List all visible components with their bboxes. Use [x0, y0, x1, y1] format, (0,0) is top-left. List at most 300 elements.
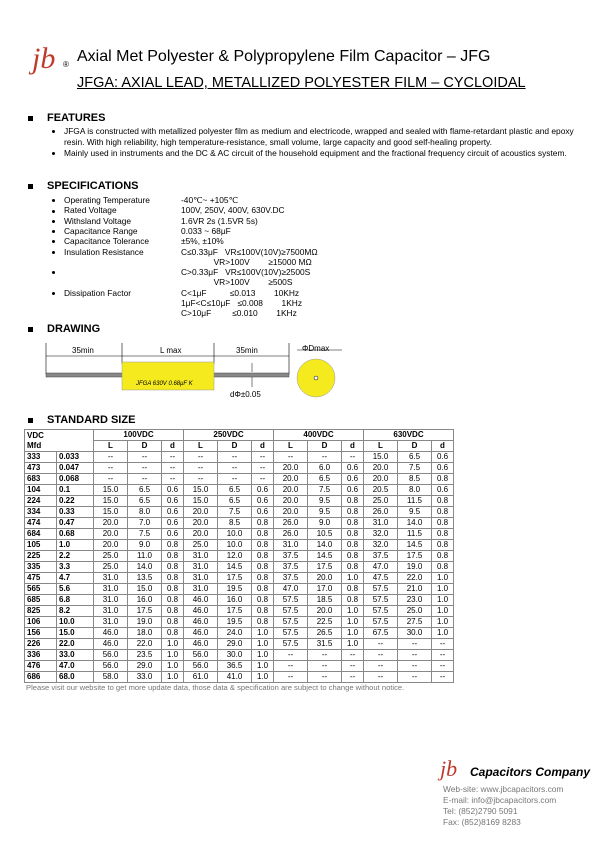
specifications-heading: [28, 180, 138, 192]
dimension-cell: 8.0: [128, 507, 162, 518]
spec-value: VR>100V ≥15000 MΩ: [181, 256, 312, 267]
dimension-cell: 67.5: [364, 628, 398, 639]
dimension-cell: 23.5: [128, 650, 162, 661]
code-cell: 335: [25, 562, 57, 573]
section-square-icon: [28, 327, 33, 332]
jb-logo: jb: [32, 42, 56, 75]
diameter-label: ΦDmax: [302, 344, 330, 353]
dimension-cell: --: [342, 452, 364, 463]
dimension-cell: 17.5: [218, 573, 252, 584]
spec-value: 0.033 ~ 68μF: [181, 225, 231, 236]
dimension-cell: 1.0: [432, 573, 454, 584]
spec-bullet-icon: [52, 247, 55, 257]
capacitance-cell: 4.7: [57, 573, 94, 584]
dimension-cell: 11.5: [398, 496, 432, 507]
dimension-cell: 0.8: [162, 573, 184, 584]
body-length-label: L max: [160, 346, 182, 355]
dimension-cell: 6.5: [398, 452, 432, 463]
dimension-cell: 22.0: [128, 639, 162, 650]
dimension-cell: 14.0: [308, 540, 342, 551]
dimension-cell: 31.0: [94, 617, 128, 628]
dimension-cell: --: [308, 452, 342, 463]
dimension-cell: 0.8: [252, 617, 274, 628]
code-cell: 476: [25, 661, 57, 672]
code-cell: 565: [25, 584, 57, 595]
dimension-cell: 20.0: [274, 485, 308, 496]
dimension-cell: 0.8: [342, 507, 364, 518]
dimension-cell: 0.8: [342, 540, 364, 551]
dimension-cell: 61.0: [184, 672, 218, 683]
dimension-cell: 1.0: [252, 672, 274, 683]
dimension-cell: --: [364, 639, 398, 650]
dimension-cell: 57.5: [364, 606, 398, 617]
dimension-cell: 6.5: [128, 496, 162, 507]
dimension-cell: --: [342, 650, 364, 661]
dimension-cell: 15.0: [94, 507, 128, 518]
dimension-cell: 9.0: [308, 518, 342, 529]
capacitance-cell: 22.0: [57, 639, 94, 650]
dimension-cell: --: [432, 639, 454, 650]
dimension-cell: 0.8: [252, 595, 274, 606]
page-subtitle: JFGA: AXIAL LEAD, METALLIZED POLYESTER FILM – CYCLOIDAL: [77, 75, 526, 91]
dimension-cell: --: [252, 474, 274, 485]
dimension-cell: 17.5: [218, 606, 252, 617]
dimension-cell: 46.0: [94, 628, 128, 639]
dimension-cell: 0.8: [432, 529, 454, 540]
dimension-cell: 56.0: [184, 650, 218, 661]
dimension-cell: 14.0: [398, 518, 432, 529]
dimension-cell: 32.0: [364, 540, 398, 551]
dimension-cell: 19.5: [218, 584, 252, 595]
spec-label: Capacitance Tolerance: [64, 236, 150, 247]
dimension-cell: --: [274, 650, 308, 661]
dimension-cell: --: [432, 672, 454, 683]
bullet-icon: [52, 152, 55, 155]
dimension-cell: 7.5: [218, 507, 252, 518]
dimension-cell: --: [342, 672, 364, 683]
spec-bullet-icon: [52, 205, 55, 215]
dimension-header: D: [218, 441, 252, 452]
voltage-header: 630VDC: [364, 430, 454, 441]
code-cell: 686: [25, 672, 57, 683]
capacitance-cell: 0.047: [57, 463, 94, 474]
dimension-cell: --: [398, 661, 432, 672]
dimension-cell: --: [94, 474, 128, 485]
dimension-cell: 37.5: [274, 562, 308, 573]
dimension-cell: --: [218, 463, 252, 474]
capacitance-cell: 0.33: [57, 507, 94, 518]
dimension-cell: 29.0: [218, 639, 252, 650]
capacitor-body-text: JFGA 630V 0.68μF K: [136, 381, 193, 387]
dimension-header: L: [274, 441, 308, 452]
dimension-cell: 9.5: [398, 507, 432, 518]
dimension-cell: 36.5: [218, 661, 252, 672]
spec-bullet-icon: [52, 195, 55, 205]
dimension-cell: 1.0: [432, 595, 454, 606]
dimension-cell: 0.8: [432, 551, 454, 562]
capacitance-cell: 15.0: [57, 628, 94, 639]
dimension-cell: 31.0: [184, 562, 218, 573]
table-row: [25, 551, 454, 562]
dimension-cell: --: [184, 452, 218, 463]
dimension-cell: 0.8: [252, 518, 274, 529]
dimension-cell: 31.5: [308, 639, 342, 650]
dimension-cell: 10.5: [308, 529, 342, 540]
table-row: [25, 628, 454, 639]
dimension-cell: 15.0: [94, 496, 128, 507]
standard-size-heading: [28, 414, 135, 426]
dimension-cell: 46.0: [184, 628, 218, 639]
capacitance-cell: 10.0: [57, 617, 94, 628]
dimension-cell: 16.0: [218, 595, 252, 606]
dimension-cell: 46.0: [184, 639, 218, 650]
drawing-heading: [28, 323, 100, 335]
dimension-cell: --: [128, 474, 162, 485]
dimension-cell: 7.5: [308, 485, 342, 496]
dimension-cell: 15.0: [184, 496, 218, 507]
company-website[interactable]: Web-site: www.jbcapacitors.com: [443, 784, 564, 794]
spec-value: VR>100V ≥500S: [181, 277, 293, 288]
dimension-cell: 0.6: [342, 474, 364, 485]
spec-value: 1.6VR 2s (1.5VR 5s): [181, 215, 258, 226]
dimension-cell: 0.8: [252, 562, 274, 573]
code-cell: 475: [25, 573, 57, 584]
dimension-header: D: [308, 441, 342, 452]
dimension-cell: 20.0: [94, 540, 128, 551]
spec-value: -40℃~ +105℃: [181, 195, 238, 205]
dimension-cell: 0.8: [432, 496, 454, 507]
voltage-header: 400VDC: [274, 430, 364, 441]
dimension-cell: --: [342, 661, 364, 672]
dimension-cell: --: [398, 672, 432, 683]
dimension-cell: 0.8: [162, 628, 184, 639]
dimension-cell: --: [274, 452, 308, 463]
dimension-cell: 17.5: [398, 551, 432, 562]
dimension-cell: 20.0: [308, 573, 342, 584]
dimension-cell: 57.5: [274, 628, 308, 639]
capacitance-cell: 3.3: [57, 562, 94, 573]
dimension-cell: 31.0: [364, 518, 398, 529]
table-row: [25, 452, 454, 463]
spec-value: C≤0.33μF VR≤100V(10V)≥7500MΩ: [181, 246, 318, 257]
dimension-cell: 57.5: [274, 639, 308, 650]
dimension-cell: 26.0: [274, 529, 308, 540]
dimension-cell: --: [432, 661, 454, 672]
dimension-cell: 0.6: [162, 518, 184, 529]
dimension-cell: 0.8: [252, 606, 274, 617]
code-cell: 224: [25, 496, 57, 507]
dimension-cell: --: [218, 452, 252, 463]
dimension-cell: --: [398, 639, 432, 650]
spec-bullet-icon: [52, 236, 55, 246]
table-row: [25, 639, 454, 650]
dimension-cell: 26.0: [274, 518, 308, 529]
dimension-cell: 18.0: [128, 628, 162, 639]
dimension-cell: 21.0: [398, 584, 432, 595]
code-cell: 825: [25, 606, 57, 617]
dimension-header: D: [128, 441, 162, 452]
dimension-cell: 25.0: [94, 551, 128, 562]
dimension-cell: 56.0: [94, 661, 128, 672]
dimension-cell: 0.6: [252, 485, 274, 496]
spec-label: Insulation Resistance: [64, 246, 144, 257]
dimension-cell: 17.0: [308, 584, 342, 595]
spec-label: Capacitance Range: [64, 225, 138, 236]
dimension-cell: 0.6: [342, 463, 364, 474]
dimension-header: L: [184, 441, 218, 452]
dimension-cell: 1.0: [252, 650, 274, 661]
dimension-cell: 0.6: [162, 507, 184, 518]
spec-bullet-icon: [52, 267, 55, 277]
code-cell: 474: [25, 518, 57, 529]
spec-bullet-icon: [52, 216, 55, 226]
voltage-header: 100VDC: [94, 430, 184, 441]
footer-note: Please visit our website to get more update data, those data & specification are subject to change without notice.: [26, 683, 405, 692]
dimension-cell: 20.0: [184, 507, 218, 518]
dimension-cell: 8.0: [398, 485, 432, 496]
code-cell: 105: [25, 540, 57, 551]
dimension-cell: 0.8: [342, 551, 364, 562]
dimension-cell: 1.0: [432, 606, 454, 617]
table-row: [25, 529, 454, 540]
spec-bullet-icon: [52, 226, 55, 236]
dimension-cell: 20.0: [274, 496, 308, 507]
company-email[interactable]: E-mail: info@jbcapacitors.com: [443, 795, 557, 805]
dimension-header: d: [162, 441, 184, 452]
dimension-cell: 20.0: [184, 518, 218, 529]
dimension-cell: 0.8: [342, 518, 364, 529]
dimension-cell: 25.0: [184, 540, 218, 551]
voltage-header: 250VDC: [184, 430, 274, 441]
dimension-cell: --: [364, 672, 398, 683]
dimension-cell: 0.8: [432, 518, 454, 529]
dimension-cell: 31.0: [94, 595, 128, 606]
dimension-cell: 8.5: [218, 518, 252, 529]
spec-value: C<1μF ≤0.013 10KHz: [181, 287, 300, 298]
dimension-cell: --: [308, 650, 342, 661]
dimension-cell: 0.8: [252, 584, 274, 595]
dimension-cell: 57.5: [274, 606, 308, 617]
spec-value: 100V, 250V, 400V, 630V.DC: [181, 205, 285, 216]
dimension-cell: 20.0: [308, 606, 342, 617]
dimension-cell: 57.5: [274, 617, 308, 628]
dimension-cell: 0.8: [162, 606, 184, 617]
dimension-cell: 32.0: [364, 529, 398, 540]
dimension-cell: 0.8: [342, 584, 364, 595]
table-row: [25, 485, 454, 496]
dimension-cell: 0.8: [432, 474, 454, 485]
code-cell: 333: [25, 452, 57, 463]
dimension-cell: 9.5: [308, 496, 342, 507]
dimension-cell: 19.5: [218, 617, 252, 628]
spec-label: Dissipation Factor: [64, 287, 132, 298]
dimension-cell: 47.0: [274, 584, 308, 595]
dimension-cell: 16.0: [128, 595, 162, 606]
capacitance-cell: 68.0: [57, 672, 94, 683]
dimension-cell: 1.0: [342, 639, 364, 650]
spec-label: Operating Temperature: [64, 195, 150, 205]
dimension-cell: 31.0: [274, 540, 308, 551]
spec-value: 1μF<C≤10μF ≤0.008 1KHz: [181, 298, 303, 308]
dimension-cell: --: [94, 452, 128, 463]
dimension-cell: 29.0: [128, 661, 162, 672]
dimension-cell: 26.0: [364, 507, 398, 518]
table-row: [25, 584, 454, 595]
dimension-cell: 47.0: [364, 562, 398, 573]
dimension-cell: 8.5: [398, 474, 432, 485]
dimension-cell: --: [274, 661, 308, 672]
dimension-cell: 1.0: [342, 617, 364, 628]
dimension-cell: 46.0: [184, 595, 218, 606]
dimension-cell: 33.0: [128, 672, 162, 683]
dimension-cell: --: [184, 463, 218, 474]
table-row: [25, 595, 454, 606]
features-title: FEATURES: [47, 112, 106, 124]
capacitance-cell: 8.2: [57, 606, 94, 617]
standard-size-table: [24, 429, 454, 683]
dimension-cell: --: [364, 661, 398, 672]
dimension-header: d: [252, 441, 274, 452]
dimension-cell: 46.0: [94, 639, 128, 650]
dimension-cell: 37.5: [274, 551, 308, 562]
dimension-cell: 20.0: [94, 529, 128, 540]
code-cell: 226: [25, 639, 57, 650]
dimension-cell: 15.0: [364, 452, 398, 463]
dimension-cell: 1.0: [342, 573, 364, 584]
code-cell: 225: [25, 551, 57, 562]
dimension-cell: 31.0: [94, 584, 128, 595]
registered-mark: ®: [63, 60, 69, 69]
code-cell: 106: [25, 617, 57, 628]
feature-item-2: Mainly used in instruments and the DC & AC circuit of the household equipment and the fractional frequency circuit of acoustics system.: [64, 148, 567, 158]
dimension-cell: 0.8: [432, 562, 454, 573]
dimension-cell: 57.5: [364, 584, 398, 595]
dimension-cell: 14.5: [218, 562, 252, 573]
dimension-cell: --: [128, 463, 162, 474]
dimension-cell: 18.5: [308, 595, 342, 606]
dimension-cell: 41.0: [218, 672, 252, 683]
dimension-cell: 0.8: [252, 540, 274, 551]
dimension-cell: 57.5: [274, 595, 308, 606]
dimension-cell: 57.5: [364, 595, 398, 606]
dimension-cell: --: [128, 452, 162, 463]
dimension-cell: 1.0: [342, 628, 364, 639]
dimension-cell: 0.6: [432, 463, 454, 474]
dimension-cell: 0.8: [162, 617, 184, 628]
specifications-title: SPECIFICATIONS: [47, 180, 139, 192]
dimension-cell: 0.8: [432, 507, 454, 518]
dimension-cell: 24.0: [218, 628, 252, 639]
capacitance-cell: 33.0: [57, 650, 94, 661]
dimension-cell: 6.5: [218, 485, 252, 496]
table-row: [25, 606, 454, 617]
code-cell: 683: [25, 474, 57, 485]
dimension-cell: 13.5: [128, 573, 162, 584]
dimension-cell: 0.8: [342, 595, 364, 606]
dimension-cell: 1.0: [432, 628, 454, 639]
company-logo: jb: [440, 756, 458, 781]
dimension-cell: 31.0: [94, 573, 128, 584]
dimension-header: L: [94, 441, 128, 452]
table-corner-header: VDC Mfd: [25, 430, 94, 452]
dimension-cell: 15.0: [128, 584, 162, 595]
spec-value: C>10μF ≤0.010 1KHz: [181, 308, 297, 319]
capacitance-cell: 0.47: [57, 518, 94, 529]
dimension-cell: 1.0: [432, 617, 454, 628]
dimension-header: d: [342, 441, 364, 452]
dimension-cell: 20.0: [274, 507, 308, 518]
dimension-cell: 0.8: [252, 551, 274, 562]
features-heading: [28, 112, 105, 124]
spec-label: Rated Voltage: [64, 205, 117, 216]
section-square-icon: [28, 116, 33, 121]
dimension-cell: 1.0: [162, 639, 184, 650]
dimension-cell: 7.5: [128, 529, 162, 540]
dimension-cell: --: [308, 672, 342, 683]
dimension-header: D: [398, 441, 432, 452]
table-row: [25, 496, 454, 507]
dimension-cell: 0.8: [162, 584, 184, 595]
dimension-cell: 0.8: [342, 529, 364, 540]
code-cell: 684: [25, 529, 57, 540]
dimension-cell: 0.6: [432, 485, 454, 496]
dimension-cell: 17.5: [308, 562, 342, 573]
capacitance-cell: 0.68: [57, 529, 94, 540]
dimension-cell: 20.0: [94, 518, 128, 529]
dimension-cell: 20.5: [364, 485, 398, 496]
dimension-cell: 22.0: [398, 573, 432, 584]
dimension-cell: 0.8: [162, 595, 184, 606]
dimension-cell: 0.6: [162, 485, 184, 496]
dimension-cell: 6.0: [308, 463, 342, 474]
capacitance-cell: 0.1: [57, 485, 94, 496]
capacitance-cell: 5.6: [57, 584, 94, 595]
dimension-cell: 20.0: [274, 463, 308, 474]
dimension-cell: --: [218, 474, 252, 485]
dimension-cell: --: [252, 463, 274, 474]
dimension-cell: 1.0: [162, 672, 184, 683]
lead-left-label: 35min: [72, 346, 94, 355]
section-square-icon: [28, 184, 33, 189]
standard-size-table-wrap: [24, 429, 454, 683]
dimension-cell: --: [398, 650, 432, 661]
dimension-cell: 6.5: [128, 485, 162, 496]
dimension-cell: 0.6: [342, 485, 364, 496]
dimension-cell: 0.8: [342, 496, 364, 507]
dimension-cell: 0.8: [252, 529, 274, 540]
code-cell: 473: [25, 463, 57, 474]
capacitance-cell: 6.8: [57, 595, 94, 606]
dimension-cell: --: [184, 474, 218, 485]
spec-bullet-icon: [52, 288, 55, 298]
dimension-header: L: [364, 441, 398, 452]
dimension-cell: 19.0: [398, 562, 432, 573]
capacitance-cell: 0.068: [57, 474, 94, 485]
dimension-cell: 1.0: [342, 606, 364, 617]
dimension-cell: 20.0: [364, 474, 398, 485]
dimension-cell: 0.6: [162, 529, 184, 540]
dimension-cell: --: [364, 650, 398, 661]
capacitance-cell: 47.0: [57, 661, 94, 672]
dimension-cell: 47.5: [364, 573, 398, 584]
dimension-cell: 26.5: [308, 628, 342, 639]
dimension-cell: 15.0: [184, 485, 218, 496]
dimension-cell: 56.0: [94, 650, 128, 661]
dimension-cell: 20.0: [274, 474, 308, 485]
dimension-cell: 0.8: [162, 540, 184, 551]
dimension-cell: 46.0: [184, 617, 218, 628]
dimension-cell: 14.5: [398, 540, 432, 551]
